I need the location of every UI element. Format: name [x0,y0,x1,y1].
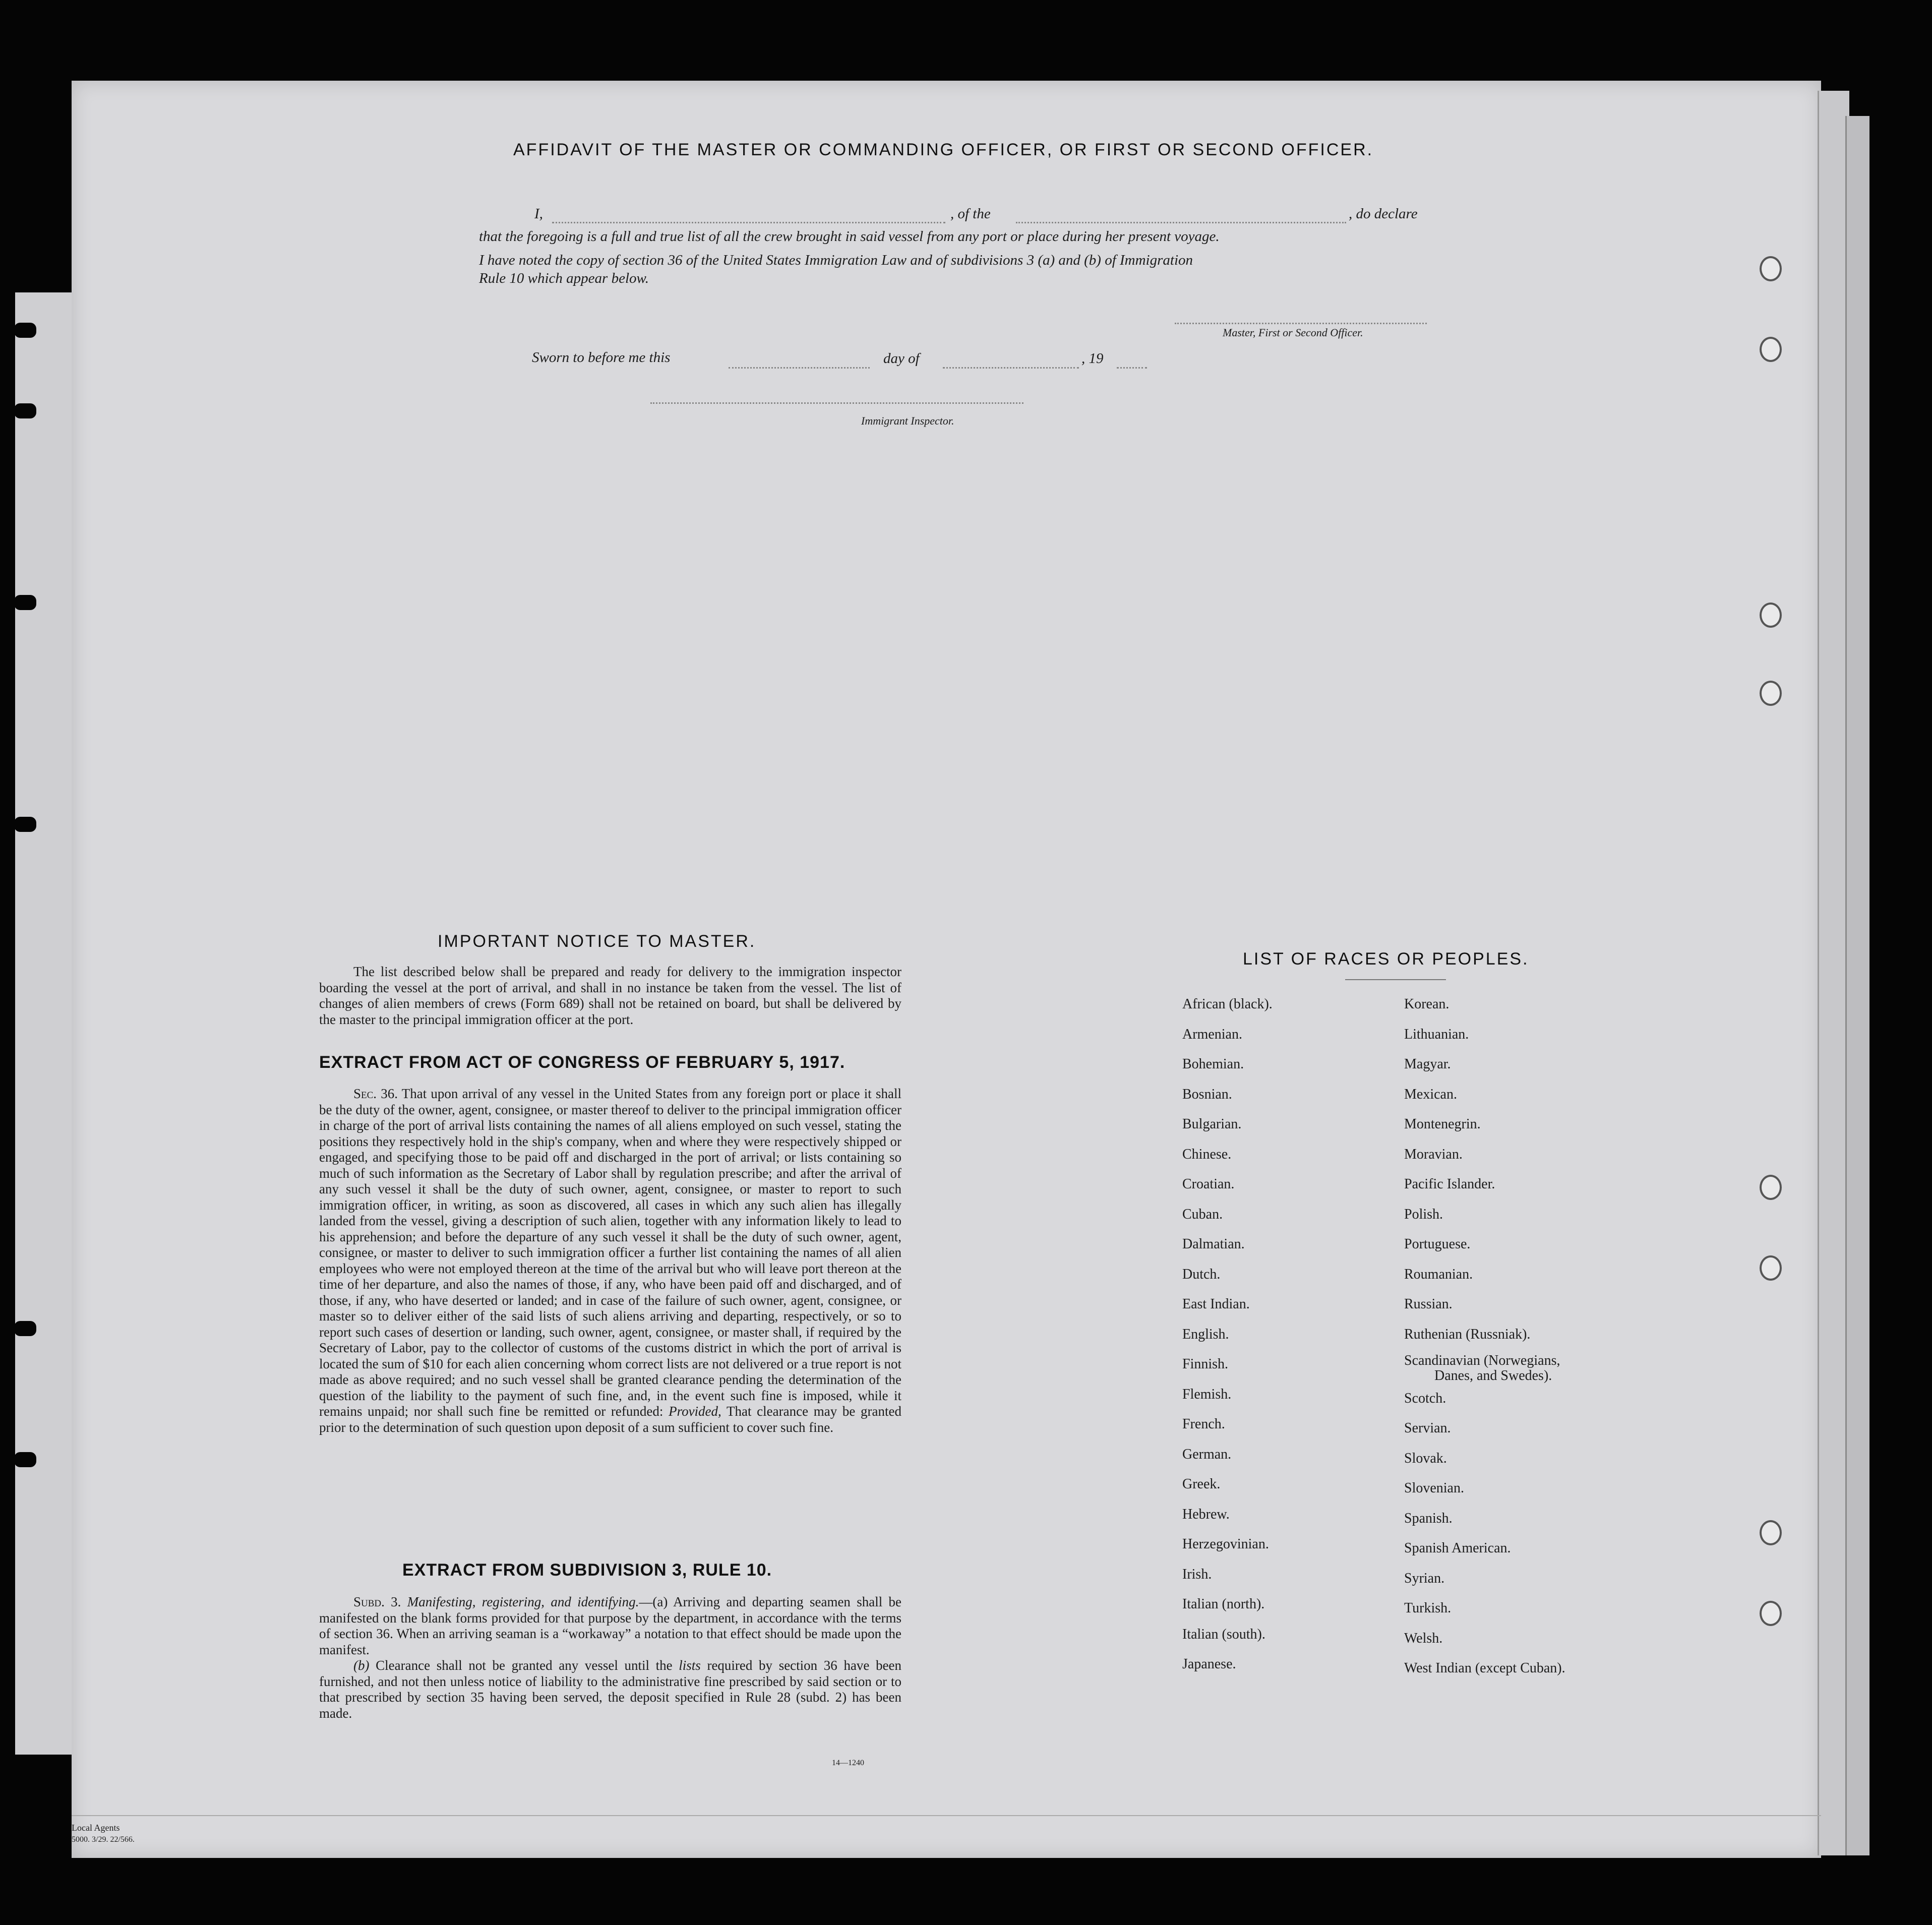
act-extract-title: EXTRACT FROM ACT OF CONGRESS OF FEBRUARY 5, 1917. [319,1053,846,1072]
race-item: Scandinavian (Norwegians, [1404,1353,1560,1368]
act-text-end: That clearance may be granted prior to the determination of such question upon deposit of a sum sufficient to cover such fine. [319,1404,902,1435]
affidavit-i: I, [534,206,543,222]
race-item: Italian (south). [1182,1626,1265,1642]
master-signature-label: Master, First or Second Officer. [1223,326,1363,339]
binding-notch [14,323,36,338]
races-column-2 [1404,989,1565,1683]
para-a-marker: —(a) [639,1594,668,1609]
torn-left-margin [15,292,72,1755]
sworn-year-line [1117,367,1147,369]
vessel-line [1016,222,1346,223]
race-item: Japanese. [1182,1656,1236,1672]
race-item: Bulgarian. [1182,1116,1242,1132]
affidavit-line3: I have noted the copy of section 36 of the United States Immigration Law and of subdivisions 3 (a) and (b) of Immigration [479,252,1193,268]
race-item: Portuguese. [1404,1236,1471,1252]
race-item: Croatian. [1182,1176,1235,1192]
act-extract-body [319,1086,901,1435]
binding-notch [14,595,36,610]
punch-hole [1760,1175,1782,1200]
race-item: Hebrew. [1182,1506,1230,1522]
race-item: Chinese. [1182,1146,1232,1162]
race-item: Armenian. [1182,1026,1242,1042]
punch-hole [1760,1601,1782,1626]
sheet-edge [1818,91,1849,1855]
race-item: Herzegovinian. [1182,1536,1269,1552]
race-item: African (black). [1182,996,1273,1012]
para-b-text-1: Clearance shall not be granted any vessel until the [376,1658,673,1673]
race-item: Spanish. [1404,1510,1453,1526]
affidavit-do-declare: , do declare [1349,206,1418,222]
race-item: Syrian. [1404,1570,1445,1586]
race-item: Scotch. [1404,1390,1446,1406]
race-item: Slovenian. [1404,1480,1464,1496]
subd-label: Subd. 3. [353,1594,401,1609]
affidavit-of-the: , of the [950,206,991,222]
notice-title: IMPORTANT NOTICE TO MASTER. [438,932,756,951]
race-item: Turkish. [1404,1600,1452,1616]
para-b-lists: lists [679,1658,701,1673]
race-item: Pacific Islander. [1404,1176,1495,1192]
affidavit-line2: that the foregoing is a full and true list of all the crew brought in said vessel from any port or place during her present voyage. [479,228,1220,245]
print-code: 5000. 3/29. 22/566. [72,1835,135,1844]
binding-notch [14,1321,36,1336]
sworn-day-line [729,367,870,369]
rule-extract-title: EXTRACT FROM SUBDIVISION 3, RULE 10. [402,1560,772,1580]
para-b-marker: (b) [353,1658,370,1673]
punch-hole [1760,603,1782,628]
race-item: Bosnian. [1182,1086,1232,1102]
sheet-edge-back [1845,116,1869,1855]
punch-hole [1760,1520,1782,1545]
race-item: Bohemian. [1182,1056,1244,1072]
race-item: Mexican. [1404,1086,1457,1102]
sworn-month-line [943,367,1079,369]
binding-notch [14,1452,36,1467]
race-item: Dalmatian. [1182,1236,1245,1252]
race-item-scandinavian [1404,1349,1565,1383]
master-signature-line [1175,323,1427,324]
notice-text: The list described below shall be prepared and ready for delivery to the immigration inspector boarding the vessel at the port of arrival, and shall in no instance be taken from the vessel. The list of changes of alien members of crews (Form 689) shall not be retained on board, but shall be delivered by the master to the principal immigration officer at the port. [319,964,901,1027]
punch-hole [1760,681,1782,706]
race-item: French. [1182,1416,1225,1432]
race-item: Flemish. [1182,1386,1232,1402]
sec-label: Sec. 36. [353,1086,398,1101]
name-line [552,222,945,223]
race-item: East Indian. [1182,1296,1250,1312]
form-code: 14—1240 [832,1759,864,1767]
race-item: Irish. [1182,1566,1212,1582]
race-item: Welsh. [1404,1630,1443,1646]
race-item: Spanish American. [1404,1540,1511,1556]
race-item: Dutch. [1182,1266,1221,1282]
provided-word: Provided, [669,1404,721,1419]
race-item: German. [1182,1446,1232,1462]
affidavit-line4: Rule 10 which appear below. [479,270,649,286]
race-item: Russian. [1404,1296,1453,1312]
race-item: Korean. [1404,996,1450,1012]
para-a-text: Arriving and departing seamen shall be manifested on the blank forms provided for that purpose by the department, in accordance with the terms of section 36. When an arriving seaman is a “workaway” a notation to that effect should be made upon the manifest. [319,1594,902,1657]
para-b-text-2: required by section 36 have been furnished, and not then unless notice of liability to the administrative fine prescribed by said section or to that prescribed by section 35 having been served, the deposit specified in Rule 28 (subd. 2) has been made. [319,1658,902,1721]
races-title-rule [1345,979,1446,980]
race-item: Montenegrin. [1404,1116,1481,1132]
race-item: Polish. [1404,1206,1443,1222]
race-item: English. [1182,1326,1229,1342]
race-item: Greek. [1182,1476,1221,1492]
race-item: Lithuanian. [1404,1026,1469,1042]
race-item: Finnish. [1182,1356,1229,1372]
race-item: Moravian. [1404,1146,1463,1162]
race-item: Italian (north). [1182,1596,1265,1612]
race-item: West Indian (except Cuban). [1404,1660,1565,1676]
year-text: , 19 [1081,350,1104,367]
race-item: Cuban. [1182,1206,1223,1222]
race-item: Slovak. [1404,1450,1447,1466]
races-column-1 [1182,989,1273,1679]
sworn-before-text: Sworn to before me this [532,349,671,366]
race-item: Servian. [1404,1420,1451,1436]
footer-rule [72,1815,1821,1816]
inspector-signature-line [650,402,1023,404]
races-title: LIST OF RACES OR PEOPLES. [1243,949,1529,969]
subd-title: Manifesting, registering, and identifying. [407,1594,639,1609]
race-item-continuation: Danes, and Swedes). [1434,1368,1552,1383]
rule-extract-body [319,1594,901,1721]
punch-hole [1760,1255,1782,1281]
inspector-label: Immigrant Inspector. [861,414,954,427]
race-item: Magyar. [1404,1056,1451,1072]
race-item: Roumanian. [1404,1266,1473,1282]
binding-notch [14,403,36,418]
punch-hole [1760,337,1782,362]
affidavit-title: AFFIDAVIT OF THE MASTER OR COMMANDING OFFICER, OR FIRST OR SECOND OFFICER. [513,140,1374,159]
act-text: That upon arrival of any vessel in the United States from any foreign port or place it shall be the duty of the owner, agent, consignee, or master thereof to deliver to the principal immigration officer in charge of the port of arrival lists containing the names of all aliens employed on such vessel, stating the positions they respectively hold in the ship's company, when and where they were respectively shipped or engaged, and specifying those to be paid off and discharged in the port of arrival; or lists containing so much of such information as the Secretary of Labor shall by regulation prescribe; and after the arrival of any such vessel it shall be the duty of such owner, agent, consignee, or master to report to such immigration officer, in writing, as soon as discovered, all cases in which any such alien has illegally landed from the vessel, giving a description of such alien, together with any information likely to lead to his apprehension; and before the departure of any such vessel it shall be the duty of such owner, agent, consignee, or master to deliver to such immigration officer a further list containing the names of all alien employees who were not employed thereon at the time of the arrival but who will leave port thereon at the time of her departure, and also the names of those, if any, who have been paid off and discharged, and of those, if any, who have deserted or landed; and in case of the failure of such owner, agent, consignee, or master so to deliver either of the said lists of such aliens arriving and departing, respectively, or so to report such cases of desertion or landing, such owner, agent, consignee, or master shall, if required by the Secretary of Labor, pay to the collector of customs of the customs district in which the port of arrival is located the sum of $10 for each alien concerning whom correct lists are not delivered or a true report is not made as above required; and no such vessel shall be granted clearance pending the determination of the question of the liability to the payment of such fine, and, in the event such fine is imposed, while it remains unpaid; nor shall such fine be remitted or refunded: [319,1086,902,1419]
race-item: Ruthenian (Russniak). [1404,1326,1531,1342]
local-agents-label: Local Agents [72,1823,120,1833]
binding-notch [14,817,36,832]
punch-hole [1760,256,1782,281]
day-of-text: day of [883,350,920,367]
